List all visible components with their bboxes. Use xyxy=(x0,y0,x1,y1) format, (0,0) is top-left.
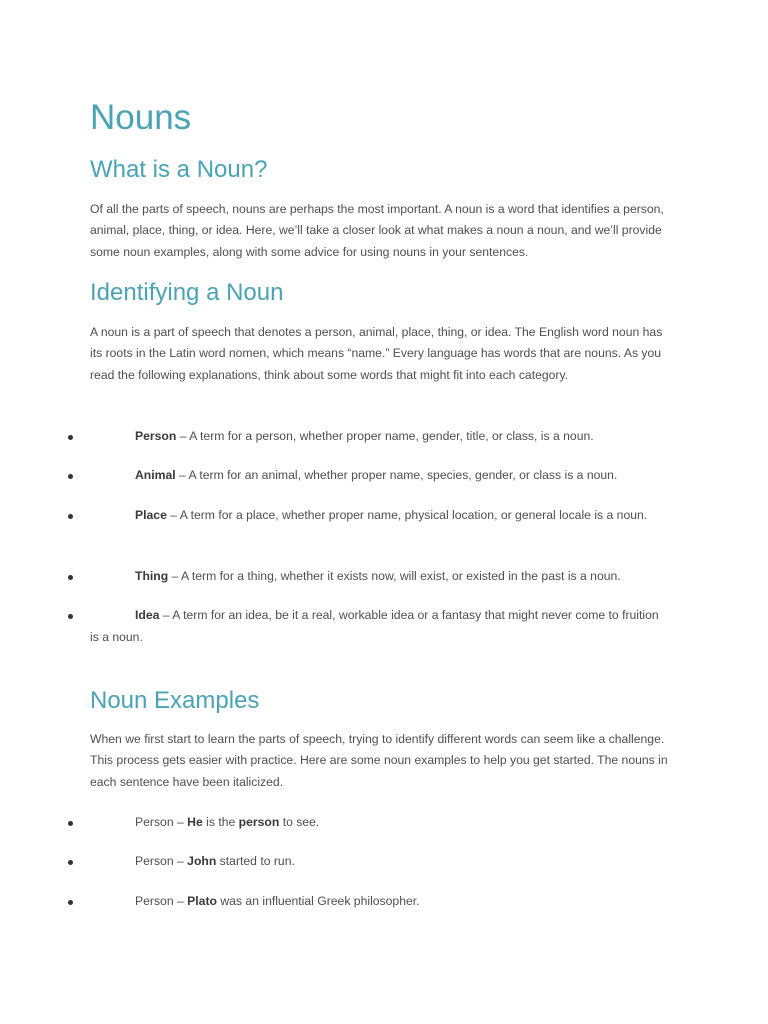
list-item-text xyxy=(0,812,670,834)
list-item-text xyxy=(0,566,670,588)
page-title: Nouns xyxy=(90,98,192,137)
bullet-icon xyxy=(68,435,73,440)
list-item-text xyxy=(0,465,670,487)
list-item xyxy=(0,891,680,913)
paragraph-what-is-a-noun: Of all the parts of speech, nouns are perhaps the most important. A noun is a word that identifies a person, animal, place, thing, or idea. Here, we’ll take a closer look at what makes a noun a noun, and we’ll provide some noun examples, along with some advice for using nouns in your sentences. xyxy=(90,202,664,259)
term-label: Animal xyxy=(135,468,176,482)
example-text: started to run. xyxy=(216,854,295,868)
paragraph-identifying-a-noun: A noun is a part of speech that denotes a person, animal, place, thing, or idea. The English word noun has its roots in the Latin word nomen, which means “name.” Every language has words that are nouns. As you read the following explanations, think about some words that might fit into each category. xyxy=(90,325,663,382)
bullet-icon xyxy=(68,614,73,619)
term-description: – A term for a person, whether proper name, gender, title, or class, is a noun. xyxy=(176,429,594,443)
term-label: Place xyxy=(135,508,167,522)
bullet-icon xyxy=(68,900,73,905)
example-text: to see. xyxy=(279,815,320,829)
list-item xyxy=(0,605,680,648)
example-noun: He xyxy=(187,815,203,829)
list-item xyxy=(0,505,680,527)
example-text: was an influential Greek philosopher. xyxy=(216,894,420,908)
example-prefix: Person – xyxy=(135,894,188,908)
list-item xyxy=(0,426,680,448)
bullet-icon xyxy=(68,821,73,826)
paragraph-noun-examples: When we first start to learn the parts of speech, trying to identify different words can seem like a challenge. This process gets easier with practice. Here are some noun examples to help you get started. The nouns in each sentence have been italicized. xyxy=(90,732,668,789)
example-noun: John xyxy=(187,854,217,868)
bullet-icon xyxy=(68,514,73,519)
list-item xyxy=(0,851,680,873)
heading-identifying-a-noun: Identifying a Noun xyxy=(90,279,284,306)
term-label: Idea xyxy=(135,608,160,622)
bullet-icon xyxy=(68,474,73,479)
term-description: – A term for a thing, whether it exists now, will exist, or existed in the past is a noun. xyxy=(168,569,621,583)
bullet-icon xyxy=(68,575,73,580)
term-description: – A term for an idea, be it a real, workable idea or a fantasy that might never come to fruition is a noun. xyxy=(90,608,659,644)
term-description: – A term for a place, whether proper name, physical location, or general locale is a noun. xyxy=(166,508,648,522)
list-item xyxy=(0,566,680,588)
list-item-text xyxy=(0,505,670,527)
list-item xyxy=(0,465,680,487)
example-prefix: Person – xyxy=(135,815,188,829)
heading-what-is-a-noun: What is a Noun? xyxy=(90,156,268,183)
list-item xyxy=(0,812,680,834)
bullet-icon xyxy=(68,860,73,865)
list-item-text xyxy=(0,426,670,448)
example-prefix: Person – xyxy=(135,854,188,868)
term-label: Thing xyxy=(135,569,169,583)
example-noun: person xyxy=(238,815,280,829)
list-item-text xyxy=(0,891,670,913)
list-item-text xyxy=(0,605,670,648)
example-text: is the xyxy=(202,815,239,829)
example-noun: Plato xyxy=(187,894,217,908)
term-description: – A term for an animal, whether proper name, species, gender, or class is a noun. xyxy=(175,468,618,482)
term-label: Person xyxy=(135,429,177,443)
heading-noun-examples: Noun Examples xyxy=(90,687,260,714)
list-item-text xyxy=(0,851,670,873)
